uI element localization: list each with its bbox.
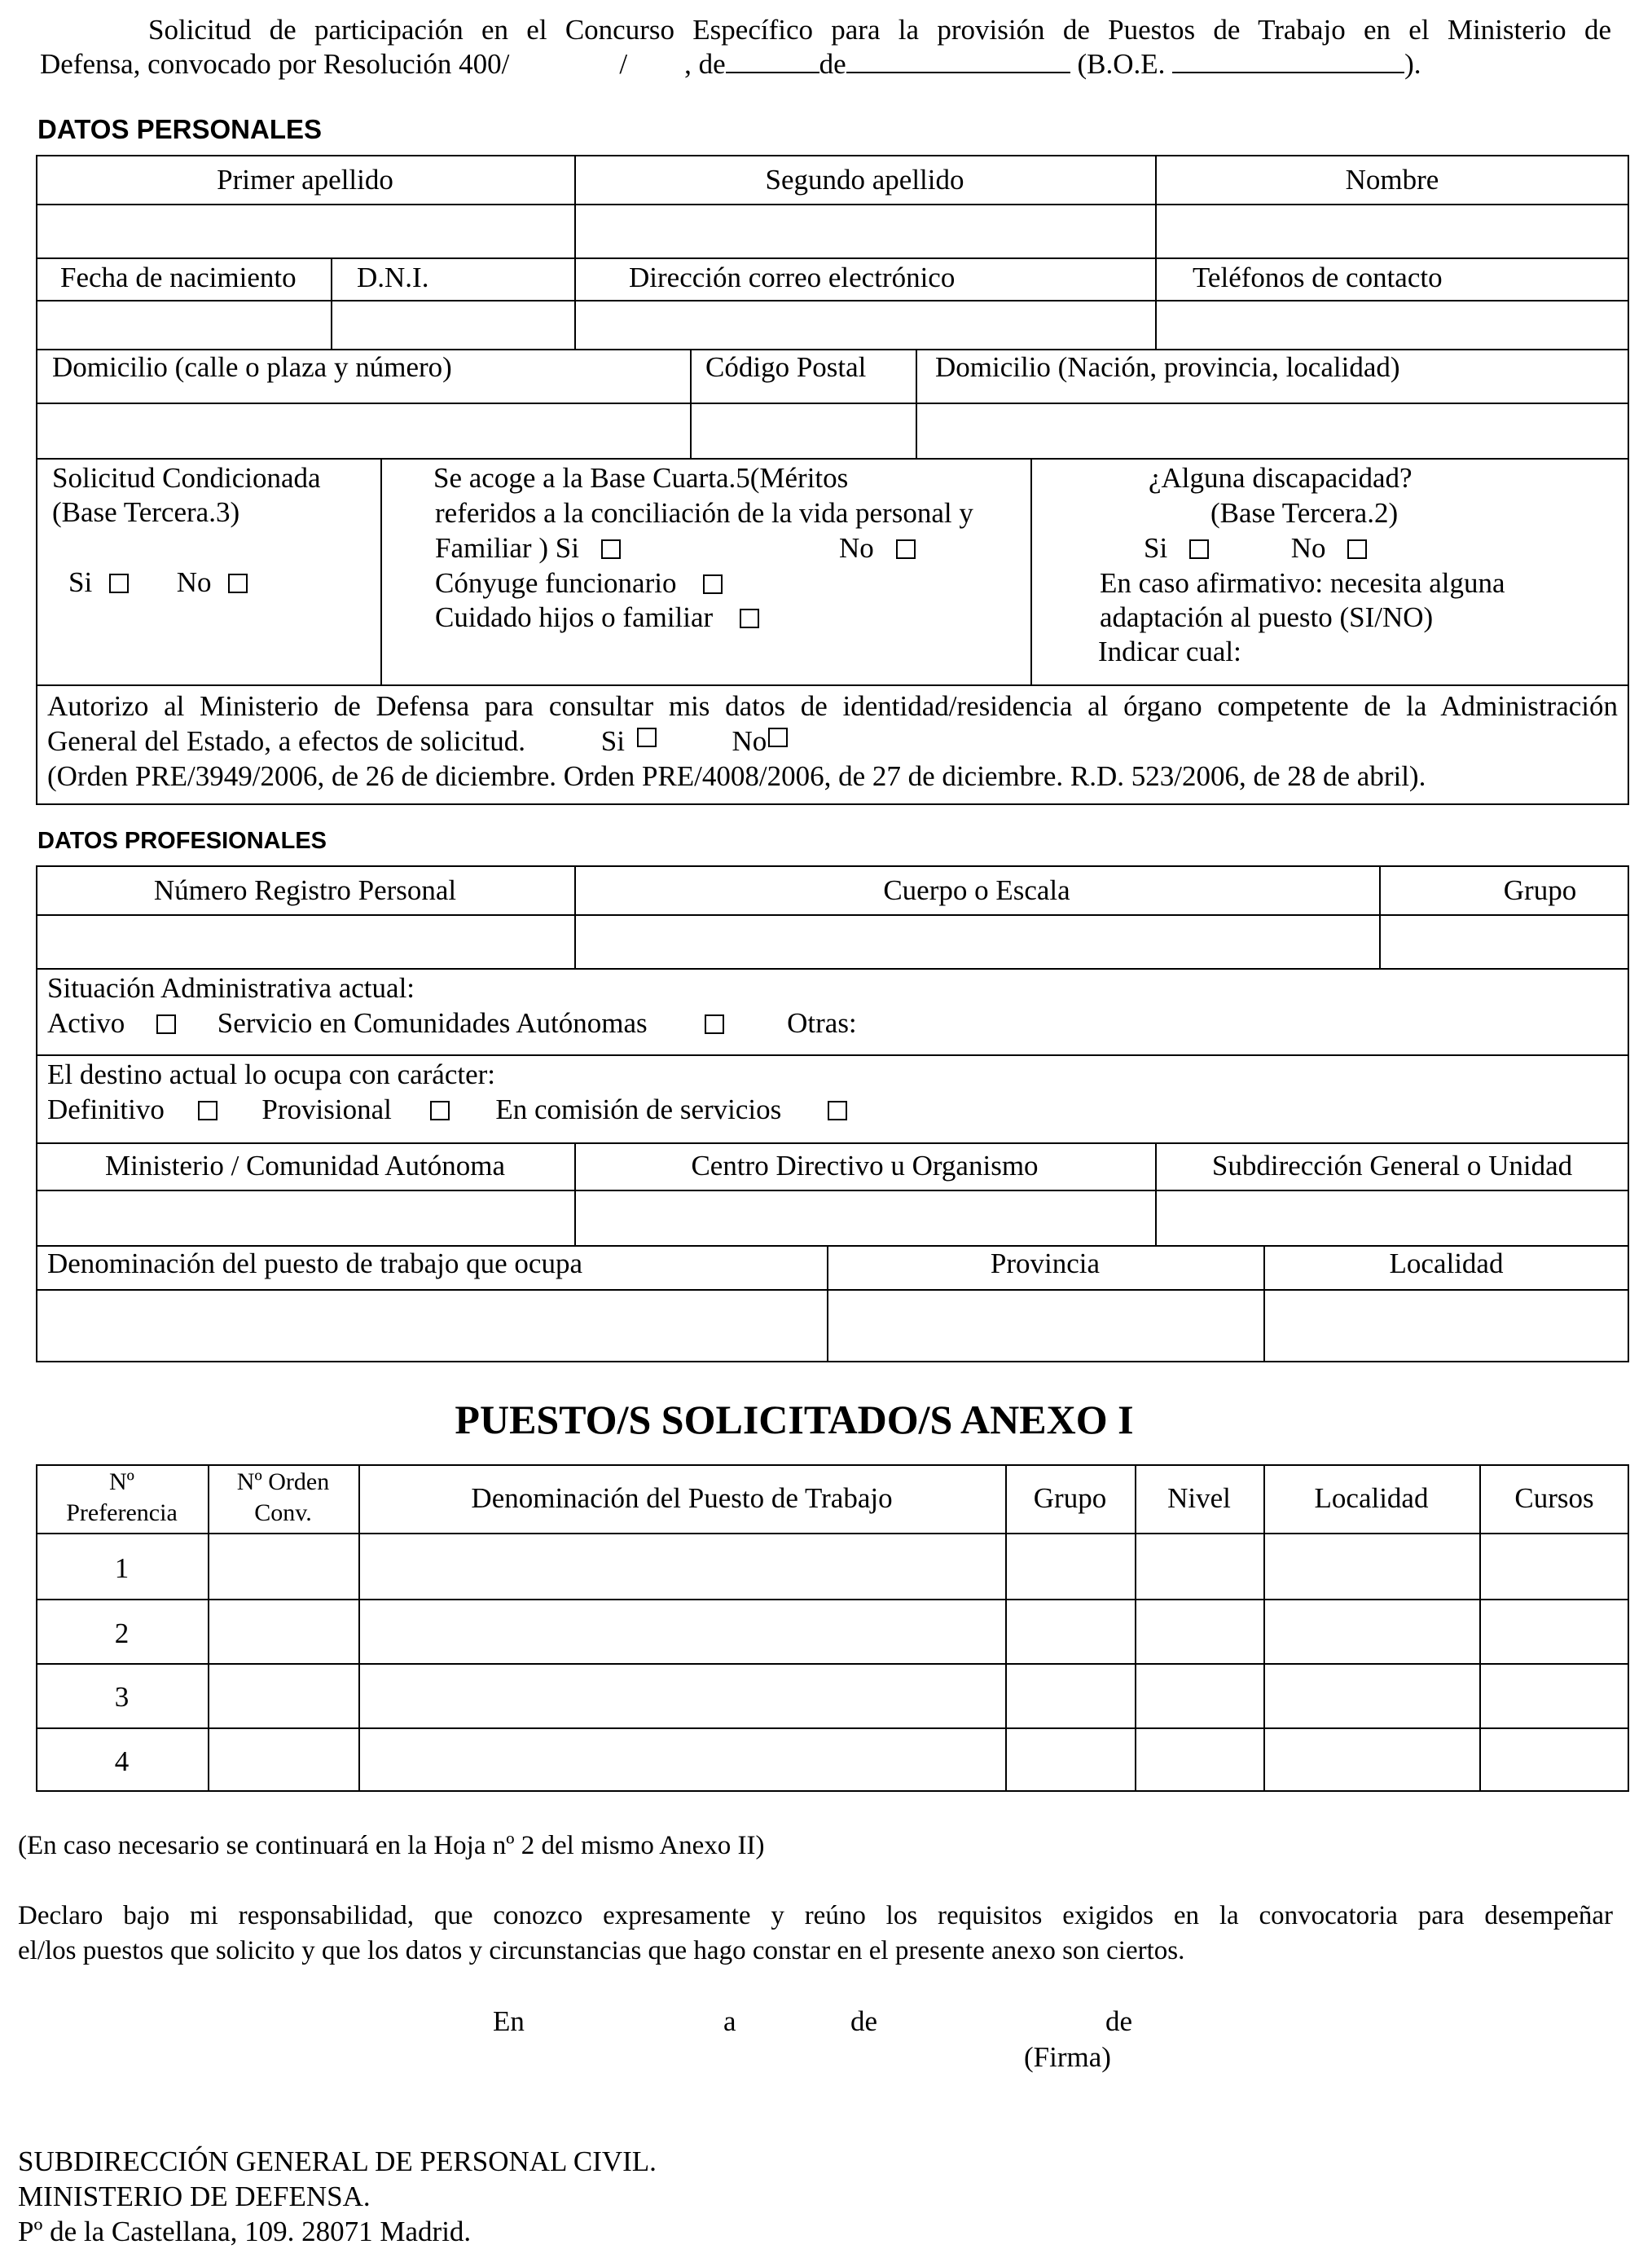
nrp-field[interactable] [37, 916, 573, 966]
grupo-field[interactable] [1381, 916, 1628, 966]
discapacidad-no-label: No [1290, 532, 1326, 564]
col-denominacion-header: Denominación del Puesto de Trabajo [471, 1482, 893, 1514]
provisional-label: Provisional [261, 1094, 392, 1125]
definitivo-checkbox[interactable] [198, 1101, 217, 1120]
base-cuarta-no [839, 531, 916, 566]
condicionada-no-label: No [176, 566, 212, 598]
cuerpo-field[interactable] [576, 916, 1377, 966]
domicilio-nacion-label: Domicilio (Nación, provincia, localidad) [935, 351, 1400, 383]
otras-label: Otras: [787, 1007, 857, 1039]
declaro-line-1: Declaro bajo mi responsabilidad, que conozco expresamente y reúno los requisitos exigidos en la convocatoria para desempeñar [18, 1901, 1613, 1930]
conyuge-row [435, 566, 723, 601]
col-preferencia-header [36, 1467, 208, 1529]
grupo-label: Grupo [1503, 874, 1577, 906]
domicilio-calle-field[interactable] [37, 404, 688, 456]
conyuge-checkbox[interactable] [703, 574, 723, 594]
fecha-nacimiento-label: Fecha de nacimiento [60, 262, 297, 293]
firma-label: (Firma) [1024, 2041, 1111, 2073]
continuar-note: (En caso necesario se continuará en la Hoja nº 2 del mismo Anexo II) [18, 1831, 765, 1860]
denominacion-actual-label: Denominación del puesto de trabajo que ocupa [47, 1248, 583, 1279]
col-preferencia-line-1: Nº [109, 1468, 134, 1495]
discapacidad-options [1144, 531, 1367, 566]
condicionada-options [68, 566, 248, 600]
localidad-field[interactable] [1265, 1291, 1628, 1361]
boe-label: (B.O.E. [1077, 48, 1166, 80]
segundo-apellido-field[interactable] [576, 205, 1153, 256]
datos-personales-title: DATOS PERSONALES [37, 114, 322, 144]
centro-label: Centro Directivo u Organismo [691, 1150, 1039, 1182]
activo-label: Activo [47, 1007, 125, 1039]
day-blank[interactable] [726, 47, 819, 73]
header-line-2 [40, 47, 1421, 81]
col-preferencia-line-2: Preferencia [66, 1499, 178, 1526]
col-orden-line-1: Nº Orden [236, 1468, 330, 1495]
table-row[interactable] [209, 1665, 1628, 1726]
centro-field[interactable] [576, 1191, 1153, 1243]
comision-checkbox[interactable] [828, 1101, 847, 1120]
cuerpo-label: Cuerpo o Escala [883, 874, 1070, 906]
autorizo-text: General del Estado, a efectos de solicitud. [47, 725, 526, 757]
condicionada-line-1: Solicitud Condicionada [52, 462, 321, 494]
localidad-label: Localidad [1389, 1248, 1504, 1279]
situacion-options [47, 1006, 857, 1041]
de-label-2: de [1105, 2005, 1133, 2037]
discapacidad-line-1: ¿Alguna discapacidad? [1149, 462, 1413, 494]
telefonos-label: Teléfonos de contacto [1193, 262, 1443, 293]
boe-blank[interactable] [1172, 47, 1404, 73]
codigo-postal-label: Código Postal [705, 351, 867, 383]
condicionada-si-checkbox[interactable] [109, 574, 129, 593]
codigo-postal-field[interactable] [692, 404, 914, 456]
dni-label: D.N.I. [357, 262, 429, 293]
cuidado-checkbox[interactable] [740, 609, 759, 628]
col-nivel-header: Nivel [1167, 1482, 1231, 1514]
domicilio-nacion-field[interactable] [917, 404, 1628, 456]
correo-label: Dirección correo electrónico [629, 262, 956, 293]
definitivo-label: Definitivo [47, 1094, 165, 1125]
denominacion-actual-field[interactable] [37, 1291, 825, 1361]
destino-options [47, 1093, 847, 1127]
autorizo-line-3: (Orden PRE/3949/2006, de 26 de diciembre. Orden PRE/4008/2006, de 27 de diciembre. R.D. 523/2006, de 28 de abril). [47, 760, 1426, 792]
provisional-checkbox[interactable] [430, 1101, 450, 1120]
col-localidad-header: Localidad [1314, 1482, 1429, 1514]
row-number-1: 1 [114, 1552, 130, 1584]
condicionada-no-checkbox[interactable] [228, 574, 248, 593]
month-de-label: de [819, 48, 846, 80]
col-orden-header [208, 1467, 358, 1529]
row-number-3: 3 [114, 1681, 130, 1713]
row-number-4: 4 [114, 1745, 130, 1777]
col-orden-line-2: Conv. [254, 1499, 312, 1526]
address-line-2: MINISTERIO DE DEFENSA. [18, 2181, 371, 2212]
base-cuarta-si-label: Familiar ) Si [435, 532, 579, 564]
segundo-apellido-label: Segundo apellido [765, 164, 964, 196]
afirmativo-line-1: En caso afirmativo: necesita alguna [1100, 567, 1505, 599]
activo-checkbox[interactable] [156, 1014, 176, 1034]
subdireccion-field[interactable] [1157, 1191, 1628, 1243]
puestos-title: PUESTO/S SOLICITADO/S ANEXO I [455, 1397, 1134, 1442]
situacion-label: Situación Administrativa actual: [47, 972, 415, 1004]
nrp-label: Número Registro Personal [153, 874, 457, 906]
ministerio-field[interactable] [37, 1191, 573, 1243]
correo-field[interactable] [576, 301, 1153, 347]
col-grupo-header: Grupo [1033, 1482, 1107, 1514]
destino-label: El destino actual lo ocupa con carácter: [47, 1058, 496, 1090]
de-label-1: de [850, 2005, 878, 2037]
provincia-label: Provincia [990, 1248, 1101, 1279]
cuidado-row [435, 601, 759, 635]
nombre-label: Nombre [1345, 164, 1439, 196]
base-cuarta-si-checkbox[interactable] [601, 539, 621, 559]
date-de-label: , de [684, 48, 726, 80]
servicio-ccaa-label: Servicio en Comunidades Autónomas [217, 1007, 648, 1039]
datos-profesionales-title: DATOS PROFESIONALES [37, 828, 327, 854]
primer-apellido-field[interactable] [37, 205, 573, 256]
primer-apellido-label: Primer apellido [217, 164, 393, 196]
provincia-field[interactable] [828, 1291, 1262, 1361]
condicionada-si-label: Si [68, 566, 93, 598]
condicionada-label [52, 461, 321, 530]
discapacidad-si-checkbox[interactable] [1189, 539, 1209, 559]
autorizo-no-checkbox[interactable] [768, 728, 788, 747]
afirmativo-line-2: adaptación al puesto (SI/NO) [1100, 601, 1434, 633]
discapacidad-si-label: Si [1144, 532, 1168, 564]
table-row[interactable] [209, 1600, 1628, 1661]
address-line-3: Pº de la Castellana, 109. 28071 Madrid. [18, 2216, 472, 2247]
table-row[interactable] [209, 1729, 1628, 1790]
ministerio-label: Ministerio / Comunidad Autónoma [105, 1150, 505, 1182]
row-number-2: 2 [114, 1617, 130, 1649]
base-cuarta-line-1: Se acoge a la Base Cuarta.5(Méritos [433, 462, 849, 494]
domicilio-calle-label: Domicilio (calle o plaza y número) [52, 351, 452, 383]
col-cursos-header: Cursos [1514, 1482, 1594, 1514]
table-row[interactable] [209, 1534, 1628, 1597]
month-blank[interactable] [846, 47, 1070, 73]
resolucion-label: Defensa, convocado por Resolución 400/ [40, 48, 510, 80]
autorizo-line-1: Autorizo al Ministerio de Defensa para consultar mis datos de identidad/residencia al órgano competente de la Administración [47, 690, 1618, 722]
declaro-line-2: el/los puestos que solicito y que los datos y circunstancias que hago constar en el presente anexo son ciertos. [18, 1936, 1185, 1965]
discapacidad-line-2: (Base Tercera.2) [1210, 497, 1399, 529]
base-cuarta-no-checkbox[interactable] [896, 539, 916, 559]
base-cuarta-line-3 [435, 531, 621, 566]
base-cuarta-line-2: referidos a la conciliación de la vida personal y [435, 497, 973, 529]
comision-label: En comisión de servicios [495, 1094, 782, 1125]
dni-field[interactable] [332, 301, 573, 347]
autorizo-no-label: No [732, 725, 767, 757]
telefonos-field[interactable] [1157, 301, 1628, 347]
servicio-ccaa-checkbox[interactable] [705, 1014, 724, 1034]
subdireccion-label: Subdirección General o Unidad [1211, 1150, 1573, 1182]
cuidado-label: Cuidado hijos o familiar [435, 601, 714, 633]
address-line-1: SUBDIRECCIÓN GENERAL DE PERSONAL CIVIL. [18, 2145, 657, 2177]
base-cuarta-no-label: No [839, 532, 874, 564]
boe-close: ). [1404, 48, 1421, 80]
place-date-line [0, 2005, 1652, 2039]
a-label: a [723, 2005, 736, 2037]
autorizo-si-label: Si [600, 725, 625, 757]
header-line-1: Solicitud de participación en el Concurso Específico para la provisión de Puestos de Trabajo en el Ministerio de [148, 14, 1611, 46]
fecha-nacimiento-field[interactable] [37, 301, 329, 347]
autorizo-si-checkbox[interactable] [637, 728, 657, 747]
resolucion-slash: / [619, 48, 628, 80]
afirmativo-line-3: Indicar cual: [1098, 636, 1241, 667]
condicionada-line-2: (Base Tercera.3) [52, 496, 240, 528]
conyuge-label: Cónyuge funcionario [435, 567, 677, 599]
autorizo-line-2 [47, 724, 788, 759]
nombre-field[interactable] [1157, 205, 1628, 256]
discapacidad-no-checkbox[interactable] [1347, 539, 1367, 559]
en-label: En [493, 2005, 525, 2037]
